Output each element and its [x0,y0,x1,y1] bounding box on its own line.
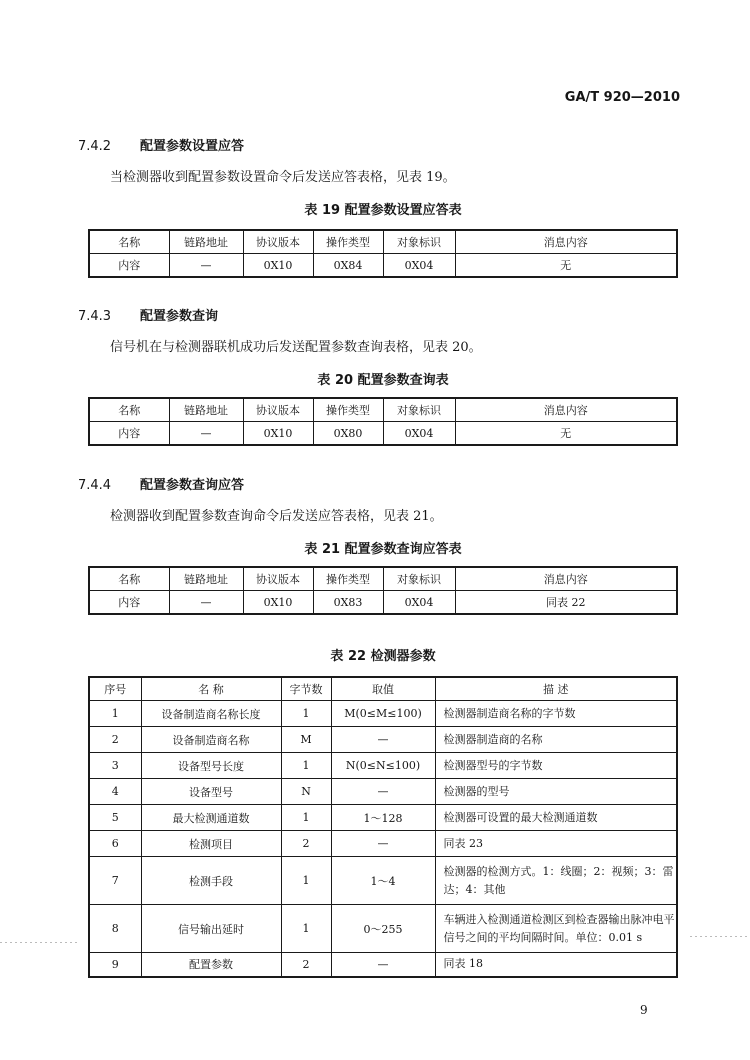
header-cell: 链路地址 [169,398,243,422]
table-cell: 检测器可设置的最大检测通道数 [435,805,677,831]
header-cell: 协议版本 [243,567,313,591]
table-cell: 1 [281,905,331,953]
table-cell: 内容 [89,254,169,278]
table-cell: 无 [455,254,677,278]
table-row [89,831,677,857]
document-id: GA/T 920—2010 [564,90,680,105]
table-cell: — [169,591,243,615]
table-21 [88,566,678,615]
table-20-caption: 表 20 配置参数查询表 [317,373,449,388]
page-number: 9 [640,1003,648,1017]
header-cell: 操作类型 [313,230,383,254]
table-cell: 内容 [89,591,169,615]
table-cell: 0X10 [243,254,313,278]
header-cell: 操作类型 [313,567,383,591]
header-cell: 协议版本 [243,230,313,254]
table-row [89,953,677,977]
table-cell: M(0≤M≤100) [331,701,435,727]
table-cell: 0X84 [313,254,383,278]
table-21-caption: 表 21 配置参数查询应答表 [304,542,462,557]
header-cell: 对象标识 [383,398,455,422]
table-cell: — [331,727,435,753]
section-title: 配置参数查询 [140,309,219,324]
section-heading-7-4-2 [78,135,244,154]
table-cell: 1 [89,701,141,727]
table-cell: N [281,779,331,805]
table-header-row [89,567,677,591]
table-row [89,254,677,278]
table-row [89,701,677,727]
section-number: 7.4.2 [78,139,112,154]
header-cell: 名称 [89,398,169,422]
header-cell: 消息内容 [455,567,677,591]
header-cell: 消息内容 [455,398,677,422]
table-row [89,422,677,446]
table-cell: — [331,831,435,857]
scan-artifact [690,936,750,937]
header-cell: 取值 [331,677,435,701]
table-row [89,727,677,753]
table-cell: 设备制造商名称 [141,727,281,753]
table-cell: 1～4 [331,857,435,905]
table-row [89,591,677,615]
section-paragraph: 检测器收到配置参数查询命令后发送应答表格，见表 21。 [110,509,443,524]
table-cell: 5 [89,805,141,831]
header-cell: 名 称 [141,677,281,701]
table-cell: 0X04 [383,591,455,615]
section-number: 7.4.3 [78,309,112,324]
header-cell: 消息内容 [455,230,677,254]
table-cell: — [169,422,243,446]
table-cell: 设备型号长度 [141,753,281,779]
table-cell: 信号输出延时 [141,905,281,953]
table-cell: — [169,254,243,278]
table-cell: 1 [281,857,331,905]
table-cell: 0X10 [243,422,313,446]
table-cell: 1 [281,701,331,727]
header-cell: 操作类型 [313,398,383,422]
table-cell: 7 [89,857,141,905]
table-cell: 6 [89,831,141,857]
table-cell: 1～128 [331,805,435,831]
section-title: 配置参数查询应答 [140,478,245,493]
header-cell: 链路地址 [169,567,243,591]
table-cell: 9 [89,953,141,977]
table-cell: 检测项目 [141,831,281,857]
table-cell: 同表 23 [435,831,677,857]
header-cell: 对象标识 [383,567,455,591]
table-row [89,779,677,805]
table-cell: 最大检测通道数 [141,805,281,831]
table-cell: 同表 18 [435,953,677,977]
table-cell: 0X80 [313,422,383,446]
header-cell: 协议版本 [243,398,313,422]
table-row [89,805,677,831]
header-cell: 名称 [89,230,169,254]
section-title: 配置参数设置应答 [140,139,245,154]
table-cell: 1 [281,753,331,779]
table-cell: 车辆进入检测通道检测区到检查器输出脉冲电平信号之间的平均间隔时间。单位：0.01 s [435,905,677,953]
table-cell: — [331,953,435,977]
table-19-caption: 表 19 配置参数设置应答表 [304,203,462,218]
header-cell: 名称 [89,567,169,591]
table-cell: 0X10 [243,591,313,615]
table-cell: 内容 [89,422,169,446]
table-header-row [89,230,677,254]
scan-artifact [0,942,80,943]
section-heading-7-4-3 [78,305,218,324]
table-22 [88,676,678,978]
section-heading-7-4-4 [78,474,244,493]
table-cell: 2 [281,831,331,857]
table-cell: 0～255 [331,905,435,953]
table-header-row [89,677,677,701]
table-cell: 检测器的型号 [435,779,677,805]
table-cell: 0X04 [383,254,455,278]
header-cell: 链路地址 [169,230,243,254]
section-paragraph: 当检测器收到配置参数设置命令后发送应答表格，见表 19。 [110,170,456,185]
table-row [89,905,677,953]
section-number: 7.4.4 [78,478,112,493]
header-cell: 字节数 [281,677,331,701]
table-cell: N(0≤N≤100) [331,753,435,779]
header-cell: 序号 [89,677,141,701]
table-cell: 检测器制造商名称的字节数 [435,701,677,727]
table-22-caption: 表 22 检测器参数 [330,649,436,664]
table-cell: 检测器的检测方式。1：线圈；2：视频；3：雷达；4：其他 [435,857,677,905]
table-cell: 配置参数 [141,953,281,977]
table-cell: 设备型号 [141,779,281,805]
table-cell: 同表 22 [455,591,677,615]
table-cell: — [331,779,435,805]
table-row [89,753,677,779]
table-cell: M [281,727,331,753]
table-cell: 0X04 [383,422,455,446]
table-cell: 设备制造商名称长度 [141,701,281,727]
table-row [89,857,677,905]
table-19 [88,229,678,278]
table-cell: 0X83 [313,591,383,615]
table-cell: 无 [455,422,677,446]
table-cell: 2 [281,953,331,977]
table-cell: 4 [89,779,141,805]
header-cell: 对象标识 [383,230,455,254]
table-20 [88,397,678,446]
section-paragraph: 信号机在与检测器联机成功后发送配置参数查询表格，见表 20。 [110,340,482,355]
header-cell: 描 述 [435,677,677,701]
table-cell: 2 [89,727,141,753]
table-cell: 检测器型号的字节数 [435,753,677,779]
table-header-row [89,398,677,422]
table-cell: 检测器制造商的名称 [435,727,677,753]
table-cell: 3 [89,753,141,779]
table-cell: 1 [281,805,331,831]
table-cell: 检测手段 [141,857,281,905]
table-cell: 8 [89,905,141,953]
